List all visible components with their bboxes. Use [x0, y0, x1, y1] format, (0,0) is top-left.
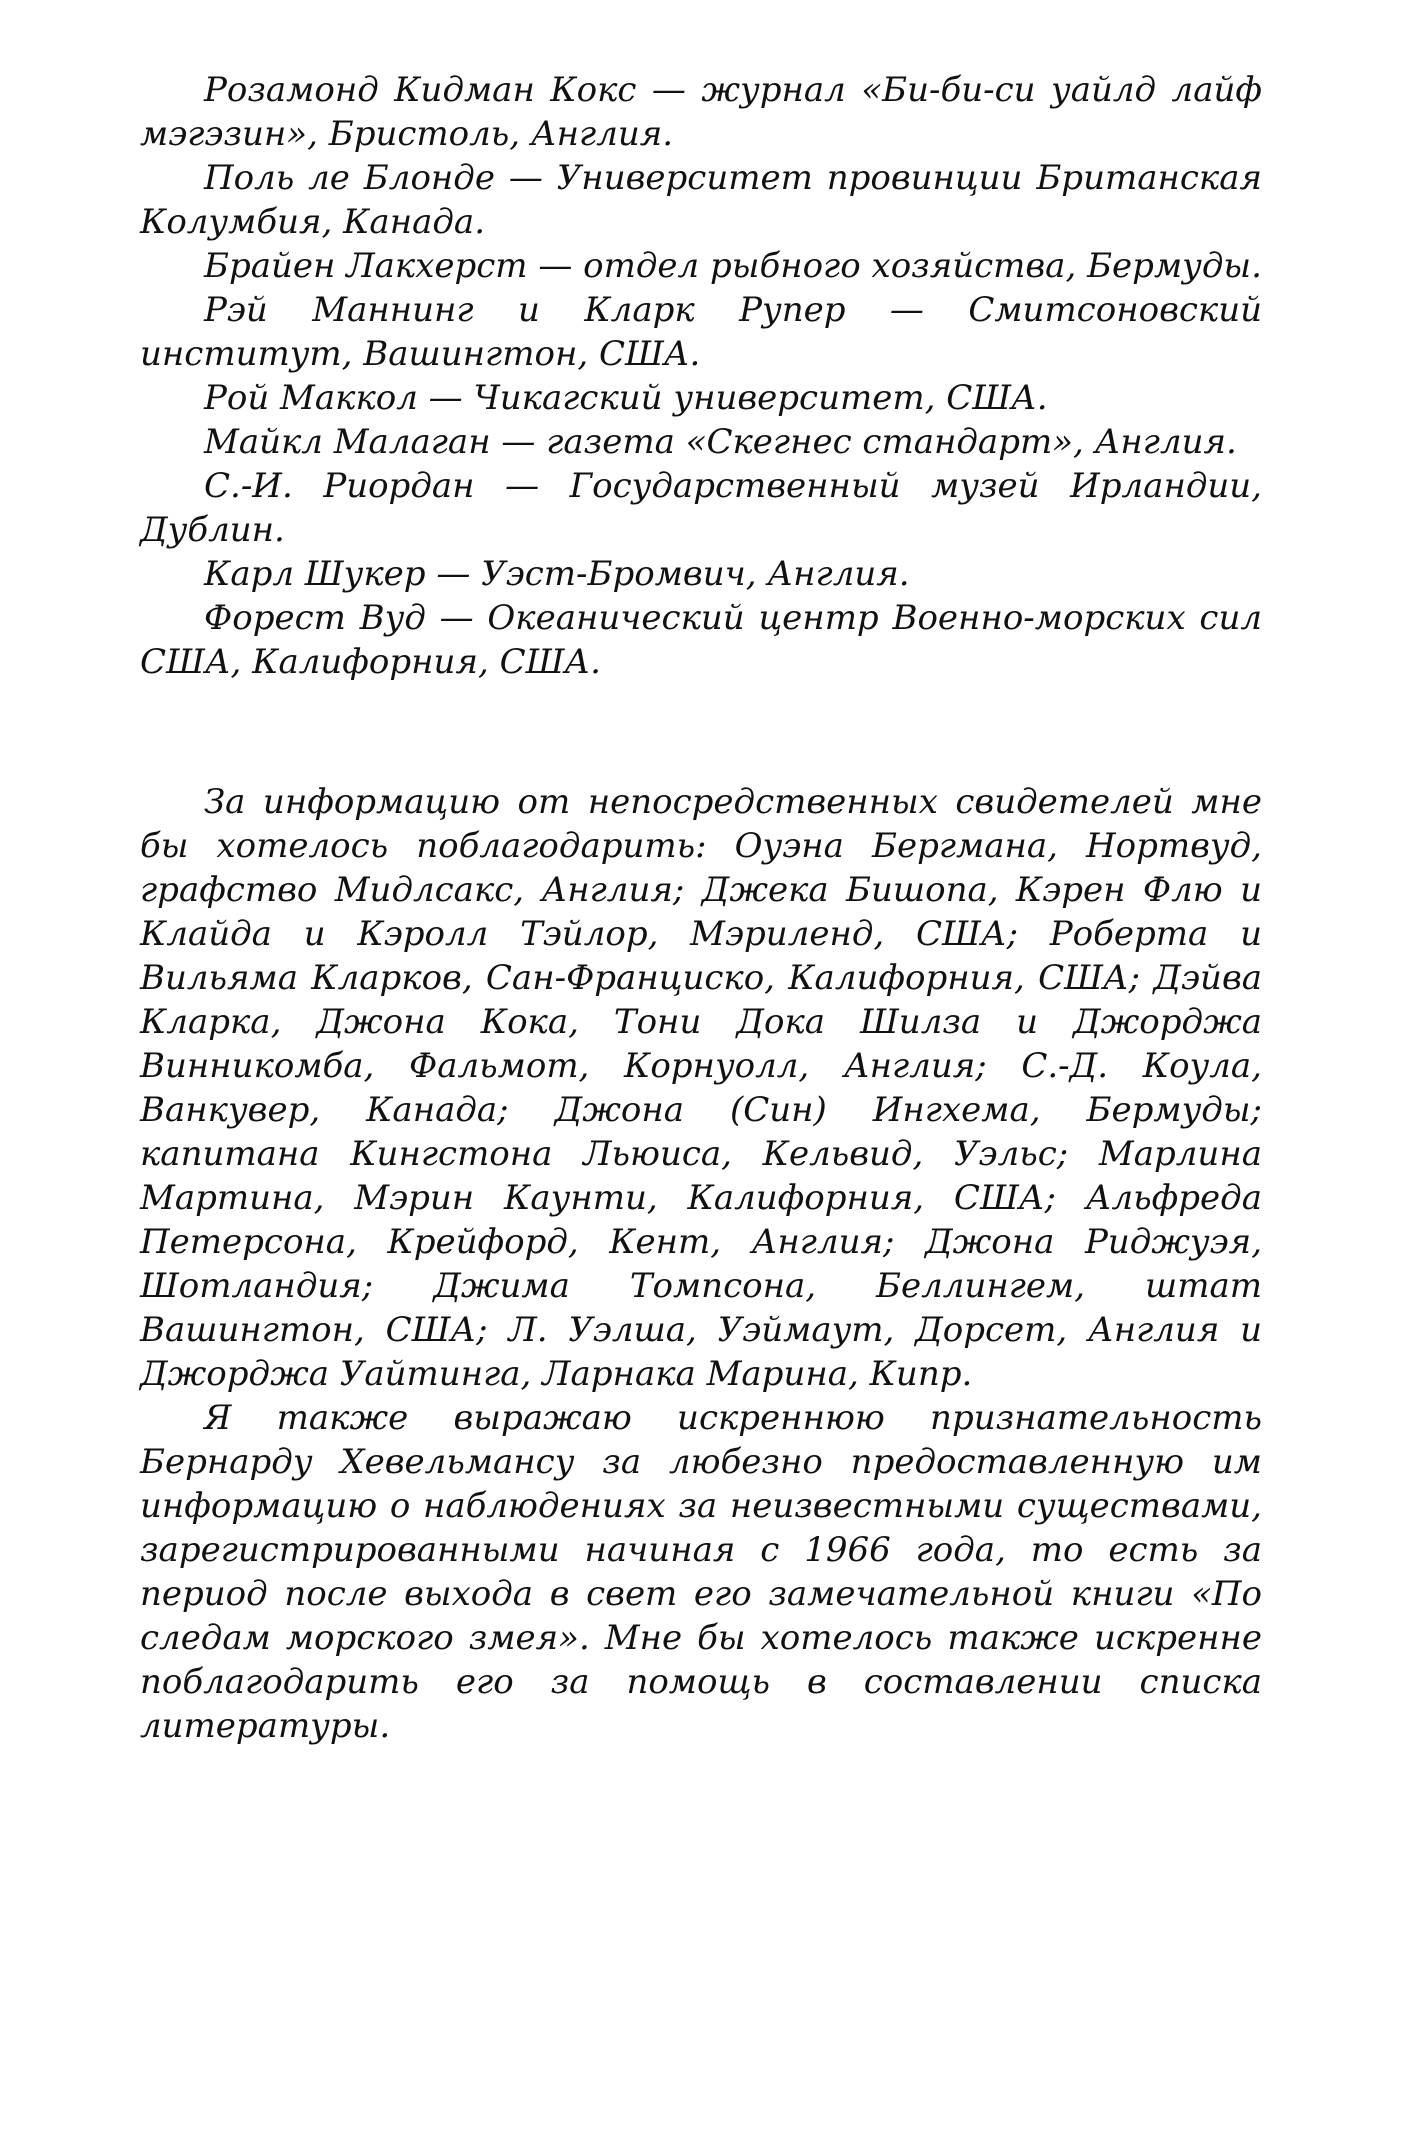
section-gap — [140, 684, 1262, 780]
contributor-entry: Карл Шукер — Уэст-Бромвич, Англия. — [204, 554, 910, 594]
contributor-entry: Майкл Малаган — газета «Скегнес стандарт», Англия. — [204, 422, 1237, 462]
contributor-entry: Рэй Маннинг и Кларк Рупер — Смитсоновский институт, Вашингтон, США. — [140, 290, 1262, 374]
witnesses-paragraph: За информацию от непосредственных свидетелей мне бы хотелось поблагодарить: Оуэна Бергмана, Нортвуд, графство Мидлсакс, Англия; Джека Бишопа, Кэрен Флю и Клайда и Кэролл Тэйлор, Мэриленд, США; Роберта и Вильяма Кларков, Сан-Франциско, Калифорния, США; Дэйва Кларка, Джона Кока, Тони Дока Шилза и Джорджа Винникомба, Фальмот, Корнуолл, Англия; С.-Д. Коула, Ванкувер, Канада; Джона (Син) Ингхема, Бермуды; капитана Кингстона Льюиса, Кельвид, Уэльс; Марлина Мартина, Мэрин Каунти, Калифорния, США; Альфреда Петерсона, Крейфорд, Кент, Англия; Джона Риджуэя, Шотландия; Джима Томпсона, Беллингем, штат Вашингтон, США; Л. Уэлша, Уэймаут, Дорсет, Англия и Джорджа Уайтинга, Ларнака Марина, Кипр. — [140, 782, 1262, 1394]
contributor-entry: Брайен Лакхерст — отдел рыбного хозяйства, Бермуды. — [204, 246, 1262, 286]
contributor-entry: Рой Маккол — Чикагский университет, США. — [204, 378, 1048, 418]
contributor-entry: Поль ле Блонде — Университет провинции Британская Колумбия, Канада. — [140, 158, 1262, 242]
contributor-entry: Форест Вуд — Океанический центр Военно-морских сил США, Калифорния, США. — [140, 598, 1262, 682]
document-page — [140, 68, 1262, 1748]
heuvelmans-paragraph: Я также выражаю искреннюю признательность Бернарду Хевельмансу за любезно предоставленную им информацию о наблюдениях за неизвестными существами, зарегистрированными начиная с 1966 года, то есть за период после выхода в свет его замечательной книги «По следам морского змея». Мне бы хотелось также искренне поблагодарить его за помощь в составлении списка литературы. — [140, 1398, 1262, 1746]
contributors-list — [140, 68, 1262, 684]
contributor-entry: С.-И. Риордан — Государственный музей Ирландии, Дублин. — [140, 466, 1262, 550]
contributor-entry: Розамонд Кидман Кокс — журнал «Би-би-си уайлд лайф мэгэзин», Бристоль, Англия. — [140, 70, 1262, 154]
